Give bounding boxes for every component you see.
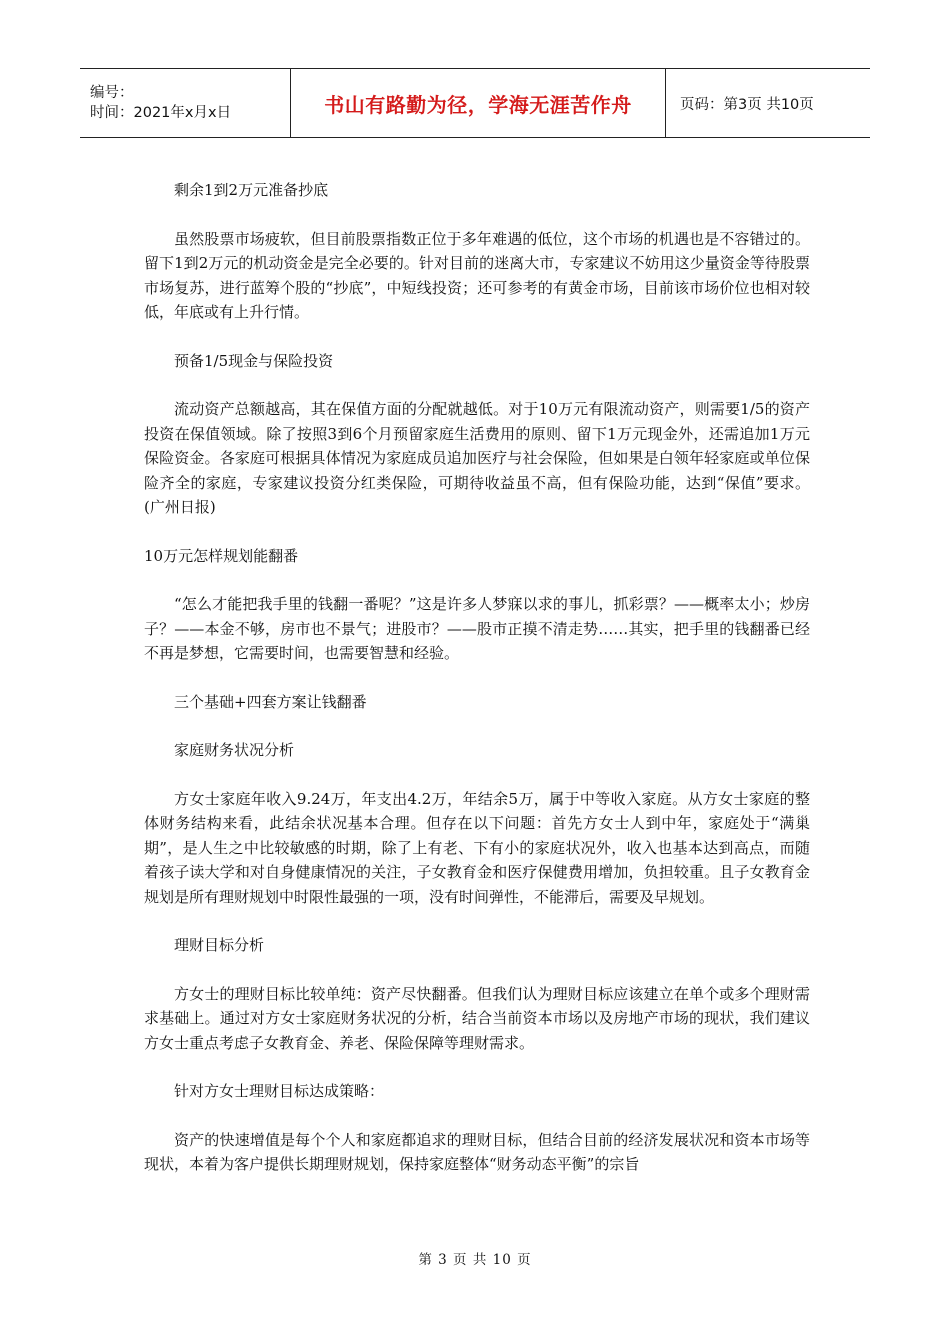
page-header xyxy=(80,68,870,138)
article-title: 10万元怎样规划能翻番 xyxy=(144,546,299,565)
section-heading: 预备1/5现金与保险投资 xyxy=(174,351,334,370)
header-motto-cell xyxy=(290,69,666,137)
paragraph: 资产的快速增值是每个个人和家庭都追求的理财目标，但结合目前的经济发展状况和资本市场等现状，本着为客户提供长期理财规划，保持家庭整体“财务动态平衡”的宗旨 xyxy=(144,1130,810,1173)
paragraph: “怎么才能把我手里的钱翻一番呢？”这是许多人梦寐以求的事儿，抓彩票？——概率太小；炒房子？——本金不够，房市也不景气；进股市？——股市正摸不清走势……其实，把手里的钱翻番已经不再是梦想，它需要时间，也需要智慧和经验。 xyxy=(144,595,810,662)
section-heading: 家庭财务状况分析 xyxy=(174,741,295,759)
document-body xyxy=(144,178,810,1177)
paragraph: 虽然股票市场疲软，但目前股票指数正位于多年难遇的低位，这个市场的机遇也是不容错过的。留下1到2万元的机动资金是完全必要的。针对目前的迷离大市，专家建议不妨用这少量资金等待股票市场复苏，进行蓝筹个股的“抄底”，中短线投资；还可参考的有黄金市场，目前该市场价位也相对较低，年底或有上升行情。 xyxy=(144,229,810,321)
page-footer: 第 3 页 共 10 页 xyxy=(418,1252,532,1268)
code-label: 编号： xyxy=(90,85,134,101)
paragraph: 方女士家庭年收入9.24万，年支出4.2万，年结余5万，属于中等收入家庭。从方女士家庭的整体财务结构来看，此结余状况基本合理。但存在以下问题：首先方女士人到中年，家庭处于“满巢期”，是人生之中比较敏感的时期，除了上有老、下有小的家庭状况外，收入也基本达到高点，而随着孩子读大学和对自身健康情况的关注，子女教育金和医疗保健费用增加，负担较重。且子女教育金规划是所有理财规划中时限性最强的一项，没有时间弹性，不能滞后，需要及早规划。 xyxy=(144,789,810,906)
section-heading: 针对方女士理财目标达成策略： xyxy=(174,1082,385,1100)
section-heading: 剩余1到2万元准备抄底 xyxy=(174,181,329,199)
header-right xyxy=(666,69,814,137)
section-heading: 理财目标分析 xyxy=(174,936,265,954)
page-label: 页码：第3页 共10页 xyxy=(680,96,814,113)
paragraph: 流动资产总额越高，其在保值方面的分配就越低。对于10万元有限流动资产，则需要1/5的资产投资在保值领域。除了按照3到6个月预留家庭生活费用的原则、留下1万元现金外，还需追加1万元保险资金。各家庭可根据具体情况为家庭成员追加医疗与社会保险，但如果是白领年轻家庭或单位保险齐全的家庭，专家建议投资分红类保险，可期待收益虽不高，但有保险功能，达到“保值”要求。(广州日报) xyxy=(144,400,810,516)
paragraph: 方女士的理财目标比较单纯：资产尽快翻番。但我们认为理财目标应该建立在单个或多个理财需求基础上。通过对方女士家庭财务状况的分析，结合当前资本市场以及房地产市场的现状，我们建议方女士重点考虑子女教育金、养老、保险保障等理财需求。 xyxy=(144,984,810,1052)
motto-text: 书山有路勤为径，学海无涯苦作舟 xyxy=(324,92,632,117)
section-heading: 三个基础+四套方案让钱翻番 xyxy=(174,692,367,711)
header-left xyxy=(80,69,290,137)
date-label: 时间：2021年x月x日 xyxy=(90,105,232,121)
